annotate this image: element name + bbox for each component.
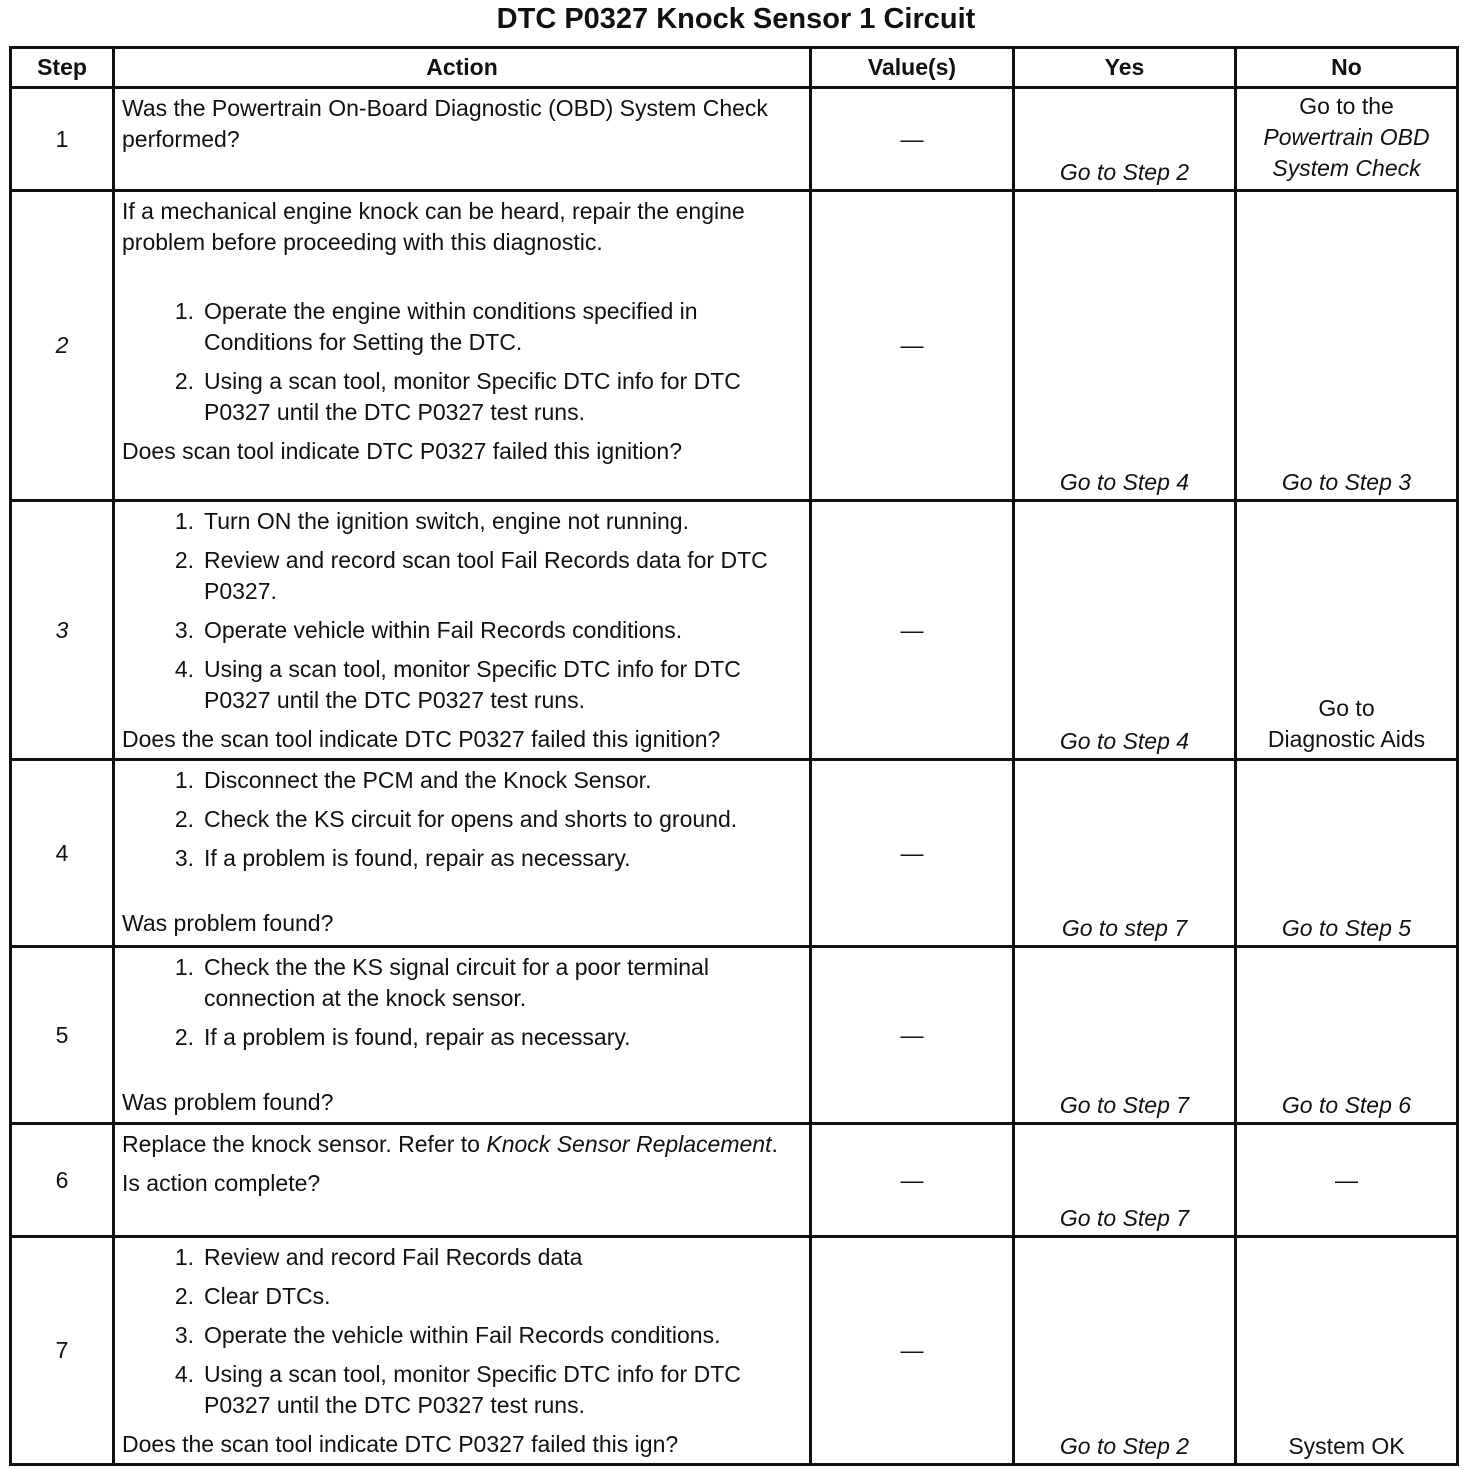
action-text: If a mechanical engine knock can be heard, repair the engine problem before proceeding with this diagnostic. bbox=[122, 198, 745, 255]
action-question: Does scan tool indicate DTC P0327 failed this ignition? bbox=[122, 438, 682, 464]
list-item: 1. Check the the KS signal circuit for a poor terminal connection at the knock sensor. bbox=[174, 954, 709, 1011]
action-cell bbox=[114, 1124, 811, 1237]
action-question: Was problem found? bbox=[122, 910, 334, 936]
action-cell bbox=[114, 1237, 811, 1465]
action-question: Was problem found? bbox=[122, 1089, 334, 1115]
header-yes: Yes bbox=[1014, 48, 1236, 88]
action-cell bbox=[114, 88, 811, 191]
yes-link: Go to Step 4 bbox=[1059, 469, 1190, 495]
list-item: 1. Disconnect the PCM and the Knock Sensor. bbox=[174, 767, 652, 793]
action-cell bbox=[114, 760, 811, 947]
list-item: 1. Turn ON the ignition switch, engine not running. bbox=[174, 508, 689, 534]
table-row bbox=[11, 947, 1458, 1124]
no-link: Powertrain OBD System Check bbox=[1263, 124, 1430, 181]
no-link: Go to Step 6 bbox=[1281, 1092, 1412, 1118]
list-item: 3. Operate the vehicle within Fail Records conditions. bbox=[174, 1322, 721, 1348]
header-values: Value(s) bbox=[811, 48, 1014, 88]
action-question: Is action complete? bbox=[122, 1170, 321, 1196]
yes-link: Go to Step 2 bbox=[1059, 1433, 1190, 1459]
action-cell bbox=[114, 191, 811, 501]
action-list bbox=[122, 1242, 805, 1421]
list-item: 2. Using a scan tool, monitor Specific DTC info for DTC P0327 until the DTC P0327 test runs. bbox=[174, 368, 741, 425]
table-row bbox=[11, 191, 1458, 501]
action-text: Was the Powertrain On-Board Diagnostic (OBD) System Check performed? bbox=[122, 95, 768, 152]
yes-cell bbox=[1014, 501, 1236, 760]
table-row bbox=[11, 760, 1458, 947]
header-step: Step bbox=[11, 48, 114, 88]
step-number: 7 bbox=[11, 1237, 114, 1465]
action-list bbox=[122, 952, 805, 1053]
step-number: 2 bbox=[11, 191, 114, 501]
table-row bbox=[11, 88, 1458, 191]
value-cell: — bbox=[811, 1237, 1014, 1465]
no-cell bbox=[1236, 1237, 1458, 1465]
list-item: 2. Review and record scan tool Fail Records data for DTC P0327. bbox=[174, 547, 768, 604]
table-row bbox=[11, 1237, 1458, 1465]
no-text: Go to the bbox=[1299, 93, 1394, 119]
list-item: 2. If a problem is found, repair as necessary. bbox=[174, 1024, 631, 1050]
list-item: 4. Using a scan tool, monitor Specific DTC info for DTC P0327 until the DTC P0327 test runs. bbox=[174, 1361, 741, 1418]
yes-cell bbox=[1014, 1124, 1236, 1237]
step-number: 4 bbox=[11, 760, 114, 947]
table-row bbox=[11, 501, 1458, 760]
value-cell: — bbox=[811, 191, 1014, 501]
no-cell bbox=[1236, 501, 1458, 760]
list-item: 3. Operate vehicle within Fail Records conditions. bbox=[174, 617, 683, 643]
no-text-2: Diagnostic Aids bbox=[1267, 726, 1426, 752]
no-text: System OK bbox=[1288, 1433, 1405, 1459]
yes-link: Go to step 7 bbox=[1061, 915, 1188, 941]
step-number: 1 bbox=[11, 88, 114, 191]
value-cell: — bbox=[811, 501, 1014, 760]
list-item: 1. Review and record Fail Records data bbox=[174, 1244, 583, 1270]
value-cell: — bbox=[811, 1124, 1014, 1237]
action-list bbox=[122, 765, 805, 874]
no-link: Go to Step 5 bbox=[1281, 915, 1412, 941]
action-list bbox=[122, 296, 805, 428]
action-cell bbox=[114, 947, 811, 1124]
action-text-end: . bbox=[771, 1131, 778, 1157]
list-item: 3. If a problem is found, repair as necessary. bbox=[174, 845, 631, 871]
yes-cell bbox=[1014, 191, 1236, 501]
header-no: No bbox=[1236, 48, 1458, 88]
yes-cell bbox=[1014, 947, 1236, 1124]
list-item: 4. Using a scan tool, monitor Specific DTC info for DTC P0327 until the DTC P0327 test runs. bbox=[174, 656, 741, 713]
no-cell bbox=[1236, 88, 1458, 191]
action-text-plain: Replace the knock sensor. Refer to bbox=[122, 1131, 480, 1157]
value-cell: — bbox=[811, 947, 1014, 1124]
action-list bbox=[122, 506, 805, 716]
action-text bbox=[122, 1129, 805, 1160]
step-number: 3 bbox=[11, 501, 114, 760]
no-cell bbox=[1236, 191, 1458, 501]
action-question: Does the scan tool indicate DTC P0327 failed this ignition? bbox=[122, 726, 721, 752]
action-cell bbox=[114, 501, 811, 760]
list-item: 2. Check the KS circuit for opens and shorts to ground. bbox=[174, 806, 738, 832]
table-row bbox=[11, 1124, 1458, 1237]
step-number: 5 bbox=[11, 947, 114, 1124]
list-item: 2. Clear DTCs. bbox=[174, 1283, 331, 1309]
page-title: DTC P0327 Knock Sensor 1 Circuit bbox=[496, 3, 976, 35]
yes-link: Go to Step 7 bbox=[1059, 1205, 1190, 1231]
reference-link: Knock Sensor Replacement bbox=[486, 1131, 772, 1157]
value-cell: — bbox=[811, 88, 1014, 191]
yes-cell bbox=[1014, 760, 1236, 947]
list-item: 1. Operate the engine within conditions specified in Conditions for Setting the DTC. bbox=[174, 298, 698, 355]
yes-link: Go to Step 7 bbox=[1059, 1092, 1190, 1118]
action-question: Does the scan tool indicate DTC P0327 failed this ign? bbox=[122, 1431, 679, 1457]
no-link: Go to Step 3 bbox=[1281, 469, 1412, 495]
yes-link: Go to Step 4 bbox=[1059, 728, 1190, 754]
header-action: Action bbox=[114, 48, 811, 88]
no-cell bbox=[1236, 760, 1458, 947]
yes-cell bbox=[1014, 88, 1236, 191]
yes-cell bbox=[1014, 1237, 1236, 1465]
no-cell bbox=[1236, 947, 1458, 1124]
header-row bbox=[11, 48, 1458, 88]
diagnostic-table bbox=[9, 46, 1459, 1466]
no-text: Go to bbox=[1318, 695, 1375, 721]
yes-link: Go to Step 2 bbox=[1059, 159, 1190, 185]
value-cell: — bbox=[811, 760, 1014, 947]
step-number: 6 bbox=[11, 1124, 114, 1237]
no-cell: — bbox=[1236, 1124, 1458, 1237]
